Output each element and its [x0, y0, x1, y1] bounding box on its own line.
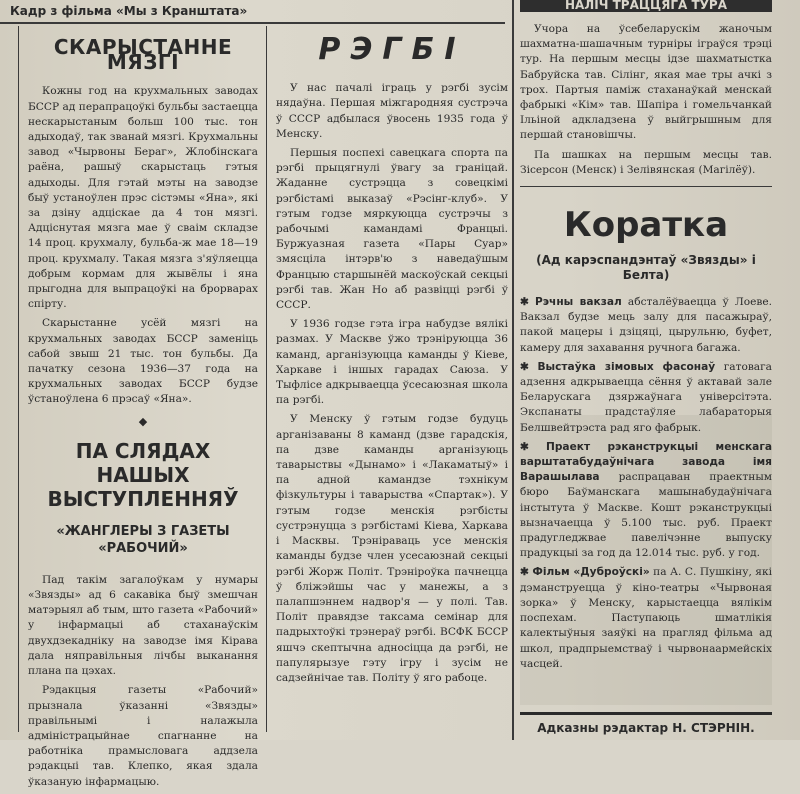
article-title-korotka: Коратка	[563, 205, 729, 246]
news-item	[520, 295, 772, 356]
article-paragraph: Па шашках на першым месцы тав. Зісерсон (Менск) і Зелівянская (Магілёў).	[520, 148, 772, 176]
article-subtitle-zhanglery: «ЖАНГЛЕРЫ З ГАЗЕТЫ «РАБОЧИЙ»	[56, 523, 230, 556]
star-bullet-icon: ✱	[520, 360, 529, 373]
star-bullet-icon: ✱	[520, 566, 529, 579]
article-subtitle-korotka: (Ад карэспандэнтаў «Звязды» і Белта)	[536, 253, 756, 283]
news-item-text: гатовага адзення адкрываецца сёння ў актавай зале Беларускага дзяржаўнага універсітэта. Экспанаты прадстаўляе лабараторыя Белшвейтрэста рад яго фабрык.	[520, 360, 772, 434]
news-item-lead: Выстаўка зімовых фасонаў	[537, 360, 716, 373]
column-divider-2	[512, 0, 514, 740]
news-item	[520, 360, 772, 436]
article-title-pa-sliadakh: ПА СЛЯДАХ НАШЫХ ВЫСТУПЛЕННЯЎ	[47, 438, 239, 511]
section-rule	[520, 186, 772, 187]
article-paragraph: У Менску ў гэтым годзе будуць арганізаваны 8 каманд (дзве гарадскія, па дзве каманды арганізуюць таварыствы «Дынамо» і «Лакаматыў» і па адной камандзе тэхнікум фізкультуры і таварыства «Спартак»). У гэтым годзе менскія рэгбісты сустрэнуцца з рэгбістамі Кіева, Харкава і Масквы. Трэніраваць усе менскія каманды будзе член усесаюзнай секцыі рэгбі Жорж Політ. Трэніроўка пачнецца ў бліжэйшы час у манежы, а з палапшэннем надвор'я — у полі. Тав. Політ правядзе таксама семінар для падрыхтоўкі трэнераў рэгбі. ВСФК БССР яшчэ скептычна адносіцца да рэгбі, не папулярызуе гэту ігру і зусім не садзейнічае тав. Політу ў яго рабоце.	[276, 413, 508, 684]
editor-credit: Адказны рэдактар Н. СТЭРНІН.	[520, 712, 772, 735]
news-item-lead: Праект рэканструкцыі менскага варштатабудаўнічага завода імя Варашылава	[520, 440, 773, 484]
news-item-text: абсталёўваецца ў Лоеве. Вакзал будзе мець залу для пасажыраў, пакой мацеры і дзіцяці, цырульню, буфет, камеру для захавання ручнога багажа.	[520, 296, 772, 354]
news-item	[520, 440, 772, 562]
article-paragraph: Кожны год на крухмальных заводах БССР ад перапрацоўкі бульбы застаецца нескарыстаным больш 100 тыс. тон адыходаў, так званай мязгі. Крухмальны завод «Чырвоны Бераг», Жлобінскага раёна, рашыў скарыстаць гэтыя адыходы. Для гэтай мэты на заводзе быў устаноўлен прэс сістэмы «Яна», які за дзіну адціскае да 4 тон мязгі. Адціснутая мязга мае ў сваім складзе 14 проц. крухмалу, бульба-ж мае 18—19 проц. крухмалу. Такая мязга з'яўляецца добрым кормам для жывёлы і яна прыгодна для выпрацоўкі на брорварах спірту.	[28, 85, 258, 311]
article-paragraph: У 1936 годзе гэта ігра набудзе вялікі размах. У Маскве ўжо трэніруюцца 36 каманд, арганізуюцца каманды ў Кіеве, Харкаве і іншых гарадах Саюза. У Тыфлісе адкрываецца ўсесаюзная школа па рэгбі.	[276, 318, 508, 407]
article-paragraph: Пад такім загалоўкам у нумары «Звязды» ад 6 сакавіка быў змешчан матэрыял аб тым, што газета «Рабочий» у інфармацыі аб стаханаўскім двухдзекадніку на заводзе імя Кірава дала няправільныя лічбы выканання плана па цэхах.	[28, 573, 258, 678]
article-title-rugby: РЭГБІ	[318, 32, 466, 67]
news-item-lead: Фільм «Дуброўскі»	[532, 566, 650, 579]
news-item-text: па А. С. Пушкіну, які дэманструецца ў кіно-театры «Чырвоная зорка» ў Менску, карыстаецца вялікім поспехам. Паступаюць шматлікія калектыўныя заяўкі на прагляд фільма ад школ, прадпрыемстваў і чырвонаармейскіх часцей.	[520, 566, 772, 670]
chess-header-banner: НАЛІЧ ТРАЦЦЯГА ТУРА	[520, 0, 772, 12]
top-rule	[0, 22, 505, 24]
film-caption: Кадр з фільма «Мы з Кранштата»	[10, 4, 248, 18]
column-2	[276, 28, 508, 690]
article-title-skarystanne: СКАРЫСТАННЕ МЯЗГІ	[53, 35, 233, 75]
section-divider: ◆	[138, 414, 148, 428]
article-paragraph: Скарыстанне усёй мязгі на крухмальных заводах БССР заменіць сабой звыш 21 тыс. тон бульбы. Да пачатку сезона 1936—37 года на крухмальных заводах БССР будзе ўстаноўлена 6 прэсаў «Яна».	[28, 317, 258, 406]
left-margin-rule	[18, 26, 19, 732]
article-paragraph: Учора на ўсебеларускім жаночым шахматна-шашачным турніры іграўся трэці тур. На першым месцы ідзе шахматыстка Бабруйска тав. Сілінг, якая мае тры ачкі з трох. Партыя паміж стаханаўкай менскай фабрыкі «Кім» тав. Шапіра і гомельчанкай Ільіной адкладзена ў выйгрышным для першай становішчы.	[520, 23, 772, 142]
star-bullet-icon: ✱	[520, 440, 529, 453]
news-item-lead: Рэчны вакзал	[535, 296, 622, 309]
column-1	[28, 28, 258, 794]
article-paragraph: У нас пачалі іграць у рэгбі зусім нядаўна. Першая міжгародняя сустрэча ў СССР адбылася ўвосень 1935 года ў Менску.	[276, 82, 508, 140]
news-item	[520, 565, 772, 671]
column-3	[520, 0, 772, 676]
article-paragraph: Рэдакцыя газеты «Рабочий» прызнала ўказанні «Звязды» правільнымі і налажыла адміністрацыйнае спагнанне на работніка прамысловага аддзела рэдакцыі тав. Клепко, якая здала ўказаную інфармацыю.	[28, 684, 258, 788]
column-divider-1	[266, 26, 267, 732]
news-item-text: распрацаван праектным бюро Баўманскага машынабудаўнічага інстытута ў Маскве. Кошт рэканструкцыі вызначаецца ў 5.100 тыс. руб. Праект прадугледжвае павелічэнне выпуску прадукцыі за год да 12.014 тыс. руб. у год.	[520, 471, 772, 560]
article-paragraph: Першыя поспехі савецкага спорта па рэгбі прыцягнулі ўвагу за граніцай. Жаданне сустрэцца з совецкімі рэгбістамі выказаў «Рэсінг-клуб». У гэтым годзе мяркуюцца сустрэчы з рабочымі камандамі Францыі. Буржуазная газета «Пары Суар» змясціла інтэрв'ю з наведаўшым Францыю старшынёй маскоўскай секцыі рэгбі тав. Жан Но аб развіцці рэгбі ў СССР.	[276, 147, 508, 312]
star-bullet-icon: ✱	[520, 296, 529, 309]
